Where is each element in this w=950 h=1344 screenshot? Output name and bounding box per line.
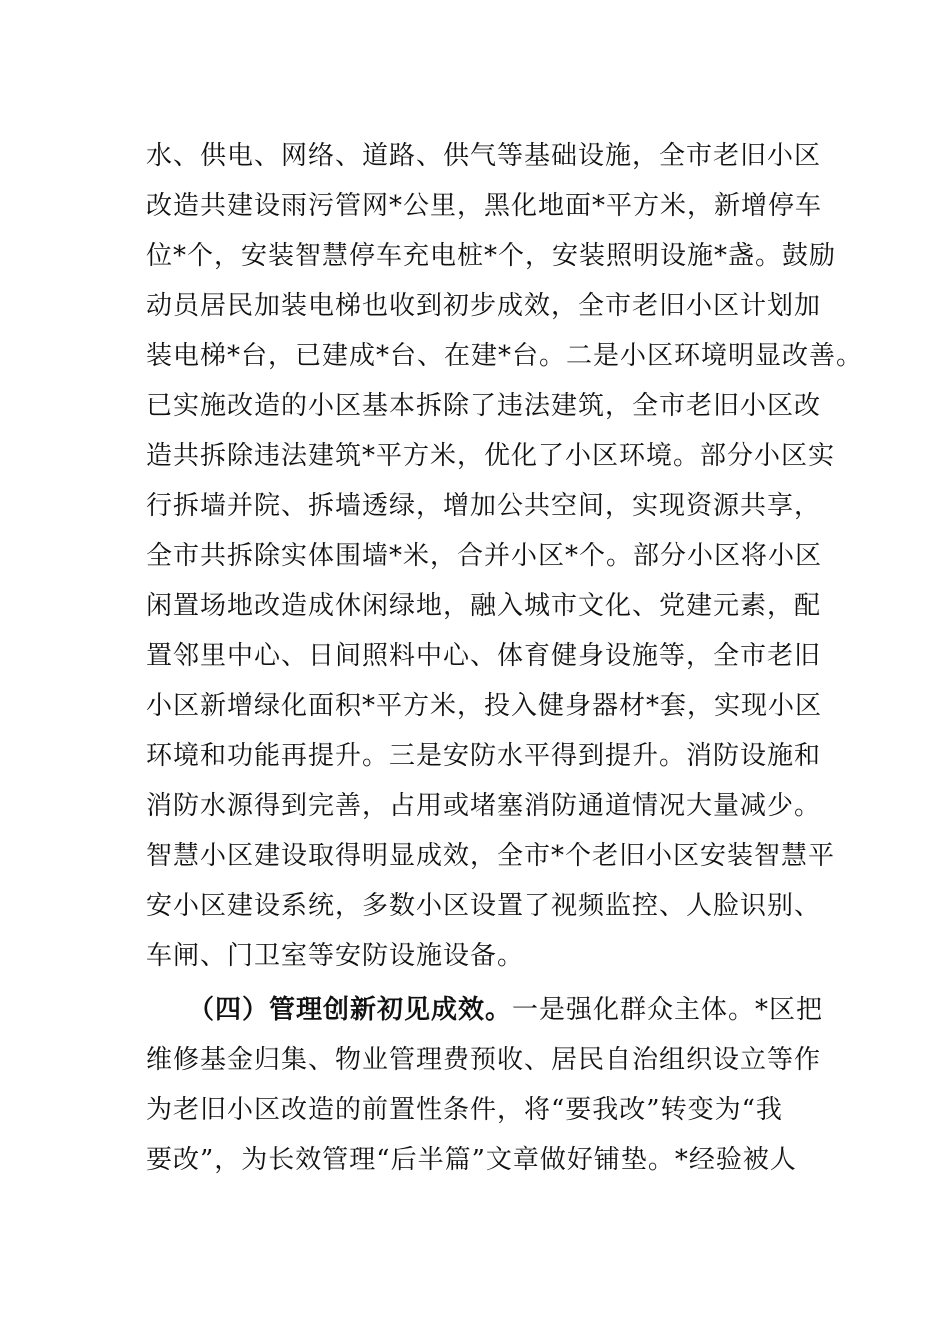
text-line: 智慧小区建设取得明显成效，全市*个老旧小区安装智慧平 (146, 841, 836, 871)
text-run: 一是强化群众主体。*区把 (512, 995, 824, 1025)
text-line: 水、供电、网络、道路、供气等基础设施，全市老旧小区 (146, 141, 822, 171)
text-line: 全市共拆除实体围墙*米，合并小区*个。部分小区将小区 (146, 541, 823, 571)
text-line: 维修基金归集、物业管理费预收、居民自治组织设立等作 (146, 1045, 822, 1075)
text-line: 装电梯*台，已建成*台、在建*台。二是小区环境明显改善。 (146, 341, 864, 371)
text-line: 小区新增绿化面积*平方米，投入健身器材*套，实现小区 (146, 691, 823, 721)
text-line: 环境和功能再提升。三是安防水平得到提升。消防设施和 (146, 741, 822, 771)
text-line: 消防水源得到完善，占用或堵塞消防通道情况大量减少。 (146, 791, 822, 821)
text-line: 改造共建设雨污管网*公里，黑化地面*平方米，新增停车 (146, 191, 823, 221)
text-line: 已实施改造的小区基本拆除了违法建筑，全市老旧小区改 (146, 391, 822, 421)
paragraph-infrastructure (146, 131, 864, 981)
paragraph-management-innovation (146, 985, 824, 1185)
text-line: 置邻里中心、日间照料中心、体育健身设施等，全市老旧 (146, 641, 822, 671)
paragraph-first-line (146, 985, 824, 1035)
text-line: 行拆墙并院、拆墙透绿，增加公共空间，实现资源共享， (146, 491, 822, 521)
section-heading: （四）管理创新初见成效。 (188, 995, 513, 1025)
text-line: 闲置场地改造成休闲绿地，融入城市文化、党建元素，配 (146, 591, 822, 621)
text-line: 为老旧小区改造的前置性条件，将“要我改”转变为“我 (146, 1095, 783, 1125)
text-line: 安小区建设系统，多数小区设置了视频监控、人脸识别、 (146, 891, 822, 921)
text-line: 位*个，安装智慧停车充电桩*个，安装照明设施*盏。鼓励 (146, 241, 837, 271)
text-line: 要改”，为长效管理“后半篇”文章做好铺垫。*经验被人 (146, 1145, 797, 1175)
text-line: 车闸、门卫室等安防设施设备。 (146, 941, 525, 971)
text-line: 造共拆除违法建筑*平方米，优化了小区环境。部分小区实 (146, 441, 836, 471)
text-line: 动员居民加装电梯也收到初步成效，全市老旧小区计划加 (146, 291, 822, 321)
